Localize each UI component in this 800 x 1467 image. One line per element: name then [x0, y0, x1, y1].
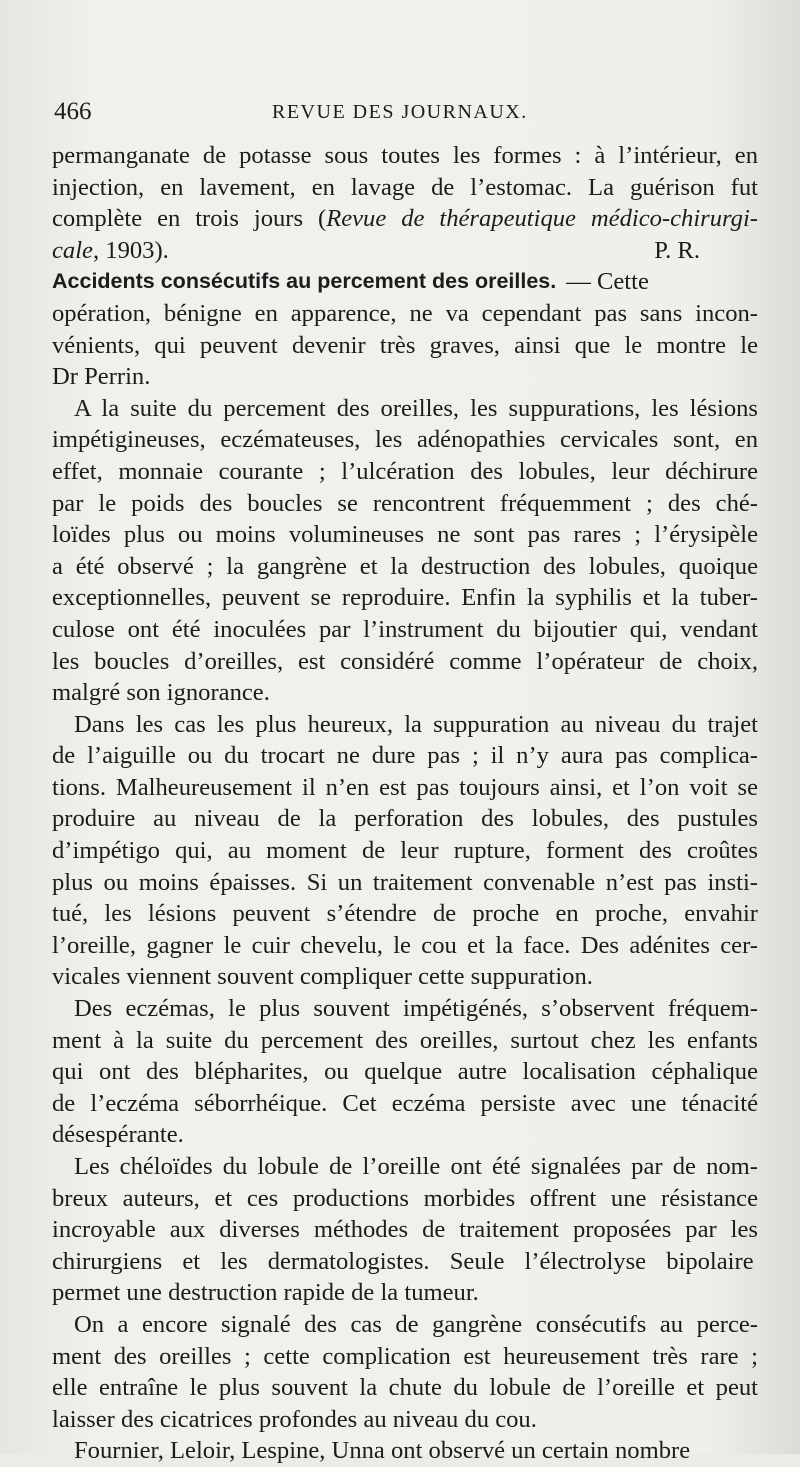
author-signature: P. R.	[654, 236, 700, 264]
text-line	[52, 235, 758, 267]
text-segment: culose ont été inoculées par l’instrument du bijoutier qui, vendant	[52, 615, 758, 643]
text-line	[52, 803, 758, 835]
text-line	[52, 930, 758, 962]
text-line	[52, 1214, 758, 1246]
text-line	[52, 740, 758, 772]
text-segment: incroyable aux diverses méthodes de traitement proposées par les	[52, 1216, 758, 1244]
text-line	[52, 551, 758, 583]
page-header	[54, 98, 754, 128]
text-line	[52, 1404, 758, 1436]
text-line	[52, 1119, 758, 1151]
text-segment: d’impétigo qui, au moment de leur rupture, forment des croûtes	[52, 837, 758, 865]
paragraph	[52, 709, 758, 993]
text-line	[52, 835, 758, 867]
text-segment: malgré son ignorance.	[52, 679, 270, 707]
text-line	[52, 677, 758, 709]
text-segment: Fournier, Leloir, Lespine, Unna ont observé un certain nombre	[74, 1437, 691, 1465]
paragraph	[52, 266, 758, 392]
text-segment: impétigineuses, eczémateuses, les adénopathies cervicales sont, en	[52, 426, 758, 454]
text-line	[52, 424, 758, 456]
text-segment: cale	[52, 236, 93, 264]
text-segment: désespérante.	[52, 1121, 184, 1149]
text-line	[52, 330, 758, 362]
text-line	[52, 456, 758, 488]
text-line	[52, 393, 758, 425]
text-segment: injection, en lavement, en lavage de l’estomac. La guérison fut	[52, 173, 758, 201]
article-body	[52, 140, 758, 1467]
text-segment: chirurgiens et les dermatologistes. Seule l’électrolyse bipolaire	[52, 1247, 754, 1275]
text-segment: vicales viennent souvent compliquer cette suppuration.	[52, 963, 593, 991]
text-segment: permet une destruction rapide de la tumeur.	[52, 1279, 479, 1307]
text-line	[52, 140, 758, 172]
text-segment: elle entraîne le plus souvent la chute du lobule de l’oreille et peut	[52, 1374, 758, 1402]
page-number: 466	[54, 98, 92, 125]
paragraph	[52, 393, 758, 709]
text-segment: tué, les lésions peuvent s’étendre de proche en proche, envahir	[52, 900, 758, 928]
text-segment: ment des oreilles ; cette complication est heureusement très rare ;	[52, 1342, 758, 1370]
text-line	[52, 1025, 758, 1057]
text-segment: A la suite du percement des oreilles, les suppurations, les lésions	[74, 394, 758, 422]
text-line	[52, 646, 758, 678]
paragraph	[52, 1151, 758, 1309]
text-line	[52, 1341, 758, 1373]
text-segment: qui ont des blépharites, ou quelque autre localisation céphalique	[52, 1058, 758, 1086]
text-line	[52, 172, 758, 204]
text-segment: complète en trois jours (	[52, 205, 327, 233]
text-segment: ment à la suite du percement des oreilles, surtout chez les enfants	[52, 1026, 758, 1054]
text-line	[52, 1088, 758, 1120]
text-segment: Dans les cas les plus heureux, la suppuration au niveau du trajet	[74, 710, 758, 738]
text-line	[52, 614, 758, 646]
text-segment: l’oreille, gagner le cuir chevelu, le cou et la face. Des adénites cer-	[52, 931, 758, 959]
text-line	[52, 1309, 758, 1341]
text-segment: de l’aiguille ou du trocart ne dure pas ; il n’y aura pas complica-	[52, 742, 758, 770]
text-line	[52, 1246, 758, 1278]
text-line	[52, 1372, 758, 1404]
paragraph	[52, 1435, 758, 1467]
text-line	[52, 582, 758, 614]
text-segment: a été observé ; la gangrène et la destruction des lobules, quoique	[52, 552, 758, 580]
text-segment: produire au niveau de la perforation des lobules, des pustules	[52, 805, 758, 833]
text-line	[52, 961, 758, 993]
text-line	[52, 1183, 758, 1215]
text-line	[52, 203, 758, 235]
text-segment: par le poids des boucles se rencontrent fréquemment ; des ché-	[52, 489, 758, 517]
text-line	[52, 519, 758, 551]
text-segment: les boucles d’oreilles, est considéré comme l’opérateur de choix,	[52, 647, 758, 675]
text-line	[52, 1151, 758, 1183]
text-line	[52, 898, 758, 930]
text-line	[52, 266, 758, 298]
text-segment: permanganate de potasse sous toutes les formes : à l’intérieur, en	[52, 142, 758, 169]
text-segment: effet, monnaie courante ; l’ulcération des lobules, leur déchirure	[52, 457, 758, 485]
text-line	[52, 1056, 758, 1088]
text-line	[52, 772, 758, 804]
text-line	[52, 488, 758, 520]
text-line	[52, 867, 758, 899]
paragraph	[52, 993, 758, 1151]
text-segment: plus ou moins épaisses. Si un traitement convenable n’est pas insti-	[52, 868, 758, 896]
text-segment: laisser des cicatrices profondes au niveau du cou.	[52, 1405, 537, 1433]
text-segment: opération, bénigne en apparence, ne va cependant pas sans incon-	[52, 299, 758, 327]
text-line	[52, 1277, 758, 1309]
text-segment: , 1903).	[92, 236, 169, 264]
text-segment: Des eczémas, le plus souvent impétigénés, s’observent fréquem-	[74, 995, 758, 1023]
text-segment: — Cette	[566, 268, 649, 296]
paragraph	[52, 140, 758, 266]
text-segment: On a encore signalé des cas de gangrène consécutifs au perce-	[74, 1310, 758, 1338]
running-title: REVUE DES JOURNAUX.	[272, 101, 528, 123]
paragraph	[52, 1309, 758, 1435]
text-line	[52, 1435, 758, 1467]
text-segment: breux auteurs, et ces productions morbides offrent une résistance	[52, 1184, 758, 1212]
text-segment: Les chéloïdes du lobule de l’oreille ont été signalées par de nom-	[74, 1153, 758, 1180]
text-segment: exceptionnelles, peuvent se reproduire. Enfin la syphilis et la tuber-	[52, 584, 758, 612]
text-segment: Dr Perrin.	[52, 363, 151, 391]
text-segment: vénients, qui peuvent devenir très graves, ainsi que le montre le	[52, 331, 758, 359]
text-segment: de l’eczéma séborrhéique. Cet eczéma persiste avec une ténacité	[52, 1089, 758, 1117]
text-segment: Revue de thérapeutique médico-chirurgi-	[326, 205, 758, 233]
text-line	[52, 993, 758, 1025]
text-segment: loïdes plus ou moins volumineuses ne sont pas rares ; l’érysipèle	[52, 521, 758, 549]
text-line	[52, 298, 758, 330]
text-line	[52, 361, 758, 393]
section-title: Accidents consécutifs au percement des oreilles.	[52, 269, 557, 294]
text-segment: tions. Malheureusement il n’en est pas toujours ainsi, et l’on voit se	[52, 773, 758, 801]
text-line	[52, 709, 758, 741]
